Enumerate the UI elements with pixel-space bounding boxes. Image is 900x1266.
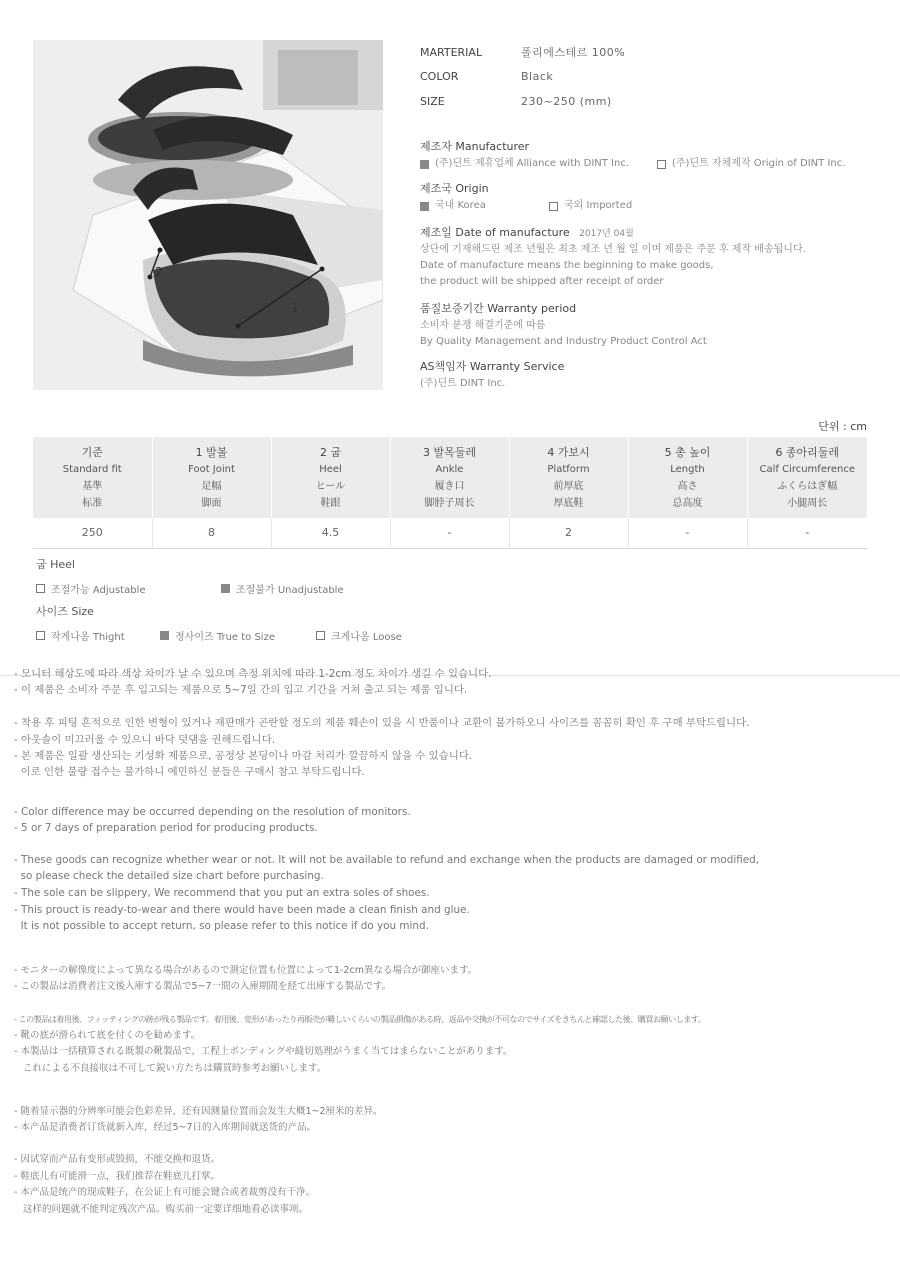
sandal-illustration [33,40,383,390]
table-header: 5 총 높이 Length 高さ 总高度 [628,437,747,518]
manufacturer-title: 제조자 Manufacturer [420,140,530,153]
note-line: - 随着显示器的分辨率可能会色彩差异，还有因测量位置而会发生大概1~2厘米的差异。 [14,1106,383,1117]
service-title: AS책임자 Warranty Service [420,360,565,373]
note-line: - 本产品是消费者订货就新入库，经过5~7日的入库期间就送货的产品。 [14,1122,316,1133]
note-line: - 5 or 7 days of preparation period for producing products. [14,822,318,834]
measure-label-1: 1 [291,301,299,315]
note-line: - 鞋底儿有可能滑一点，我们推荐在鞋底儿打掌。 [14,1171,220,1182]
table-header-row [33,437,867,518]
unchecked-box-icon [36,631,45,640]
origin-title: 제조국 Origin [420,182,489,195]
fit-option-loose [316,628,402,643]
option-label: 작게나옴 Thight [51,632,125,643]
table-cell: - [747,518,867,548]
table-header: 3 발목둘레 Ankle 履き口 脚脖子周长 [390,437,509,518]
size-fit-title: 사이즈 Size [36,605,94,618]
note-line: - 착용 후 피팅 흔적으로 인한 변형이 있거나 재판매가 곤란할 정도의 제품 훼손이 있을 시 반품이나 교환이 불가하오니 사이즈를 꼼꼼히 확인 후 구매 부탁드립니다. [14,717,750,729]
note-line: 이로 인한 불량 접수는 불가하니 예민하신 분들은 구매시 참고 부탁드립니다. [14,766,365,778]
table-cell: 4.5 [271,518,390,548]
spec-key: COLOR [420,70,459,84]
note-line: - 이 제품은 소비자 주문 후 입고되는 제품으로 5~7일 간의 입고 기간을 거쳐 출고 되는 제품 입니다. [14,684,468,696]
warranty-note-ko: 소비자 분쟁 해결기준에 따름 [420,320,546,331]
unchecked-box-icon [549,202,558,211]
note-line: - 靴の底が滑られて底を付くのを勧めます。 [14,1030,201,1041]
origin-option-korea [420,198,549,214]
spec-row-color [420,65,880,90]
option-label: 조절불가 Unadjustable [236,585,344,596]
note-line: - この製品は着用後、フィッティングの跡が残る製品です。着用後、変形があったり再販売が難しいくらいの製品損傷がある時、返品や交換が不可なのでサイズをきちんと確認した後、購買お願いします。 [14,1014,706,1024]
table-cell: - [390,518,509,548]
note-line: - この製品は消費者注文後入庫する製品で5~7一間の入庫期間を経て出庫する製品です。 [14,981,392,992]
table-header: 기준 Standard fit 基準 标准 [33,437,152,518]
note-line: - 모니터 해상도에 따라 색상 차이가 날 수 있으며 측정 위치에 따라 1-2cm 정도 차이가 생길 수 있습니다. [14,668,492,680]
option-label: 국내 Korea [435,200,486,211]
heel-title: 굽 Heel [36,558,75,571]
checked-box-icon [221,584,230,593]
spec-list [420,40,880,114]
origin-option-imported [549,198,632,214]
table-cell: 2 [509,518,628,548]
spec-value: 폴리에스테르 100% [521,46,626,60]
table-header: 1 발볼 Foot Joint 足幅 脚面 [152,437,271,518]
size-table [33,437,867,549]
note-line: - 아웃솔이 미끄러울 수 있으니 바닥 덧댐을 권해드립니다. [14,734,276,746]
fit-option-tight [36,628,160,643]
date-note-en-2: the product will be shipped after receipt of order [420,276,664,287]
note-line: It is not possible to accept return, so please refer to this notice if do you mind. [14,920,429,932]
spec-row-material [420,40,880,65]
spec-value: 230~250 (mm) [521,94,612,108]
heel-option-adjustable [36,581,221,596]
note-line: - モニターの解像度によって異なる場合があるので測定位置も位置によって1-2cm異なる場合が御座います。 [14,965,478,976]
note-line: - 본 제품은 일괄 생산되는 기성화 제품으로, 공정상 본딩이나 마감 처리가 깔끔하지 않을 수 있습니다. [14,750,473,762]
checked-box-icon [160,631,169,640]
note-line: これによる不良接収は不可して鋭い方たちは購買時参考お願いします。 [14,1063,327,1074]
warranty-title: 품질보증기간 Warranty period [420,302,577,315]
option-label: 조절가능 Adjustable [51,585,146,596]
unchecked-box-icon [316,631,325,640]
date-note-ko: 상단에 기재해드린 제조 년월은 최초 제조 년 월 일 이며 제품은 주문 후 제작 배송됩니다. [420,244,806,255]
table-header: 4 가보시 Platform 前厚底 厚底鞋 [509,437,628,518]
spec-value: Black [521,70,554,84]
spec-key: MARTERIAL [420,45,483,59]
warranty-block [420,300,880,350]
table-row [33,518,867,548]
option-label: 정사이즈 True to Size [175,632,275,643]
option-label: 국외 Imported [564,200,633,211]
fit-option-true-to-size [160,628,316,643]
date-value: 2017년 04월 [579,229,634,239]
manufacturer-block [420,138,880,172]
size-fit-block [36,603,402,643]
manufacturer-option-origin [657,156,845,172]
table-header: 2 굽 Heel ヒール 鞋跟 [271,437,390,518]
option-label: (주)딘트 제휴업체 Alliance with DINT Inc. [435,158,630,169]
heel-option-unadjustable [221,581,344,596]
note-line: - 因试穿而产品有变形或毁损，不能交换和退货。 [14,1154,220,1165]
date-block [420,224,880,290]
warranty-note-en: By Quality Management and Industry Product Control Act [420,336,707,347]
unchecked-box-icon [36,584,45,593]
note-line: - The sole can be slippery, We recommend that you put an extra soles of shoes. [14,887,430,899]
checked-box-icon [420,160,429,169]
date-title: 제조일 Date of manufacture [420,226,570,239]
spec-key: SIZE [420,94,445,108]
table-header: 6 종아리둘레 Calf Circumference ふくらはぎ幅 小腿周长 [747,437,867,518]
note-line: - 本製品は一括積算される既製の靴製品で、工程上ボンディングや縫切処理がうまく当てはまらないことがあります。 [14,1046,513,1057]
unit-label: 단위 : cm [818,420,867,433]
measure-label-2: 2 [155,265,163,279]
checked-box-icon [420,202,429,211]
table-cell: 250 [33,518,152,548]
option-label: (주)딘트 자체제작 Origin of DINT Inc. [672,158,846,169]
note-line: 这样的问题就不能判定残次产品。购买前一定要详细地看必读事项。 [14,1204,309,1215]
note-line: - These goods can recognize whether wear or not. It will not be available to refund and exchange when the products are damaged or modified, [14,854,760,866]
spec-row-size [420,89,880,114]
unchecked-box-icon [657,160,666,169]
manufacturer-option-alliance [420,156,657,172]
table-cell: 8 [152,518,271,548]
note-line: - 本产品是统产的现成鞋子，在公证上有可能会键合或者裁剪没有干净。 [14,1187,315,1198]
product-photo [33,40,383,390]
origin-block [420,180,880,214]
service-block [420,358,880,392]
service-value: (주)딘트 DINT Inc. [420,378,506,389]
date-note-en-1: Date of manufacture means the beginning to make goods, [420,260,714,271]
table-cell: - [628,518,747,548]
note-line: so please check the detailed size chart before purchasing. [14,870,324,882]
note-line: - Color difference may be occurred depending on the resolution of monitors. [14,806,411,818]
heel-block [36,556,344,596]
option-label: 크게나옴 Loose [331,632,402,643]
note-line: - This prouct is ready-to-wear and there would have been made a clean finish and glue. [14,904,470,916]
